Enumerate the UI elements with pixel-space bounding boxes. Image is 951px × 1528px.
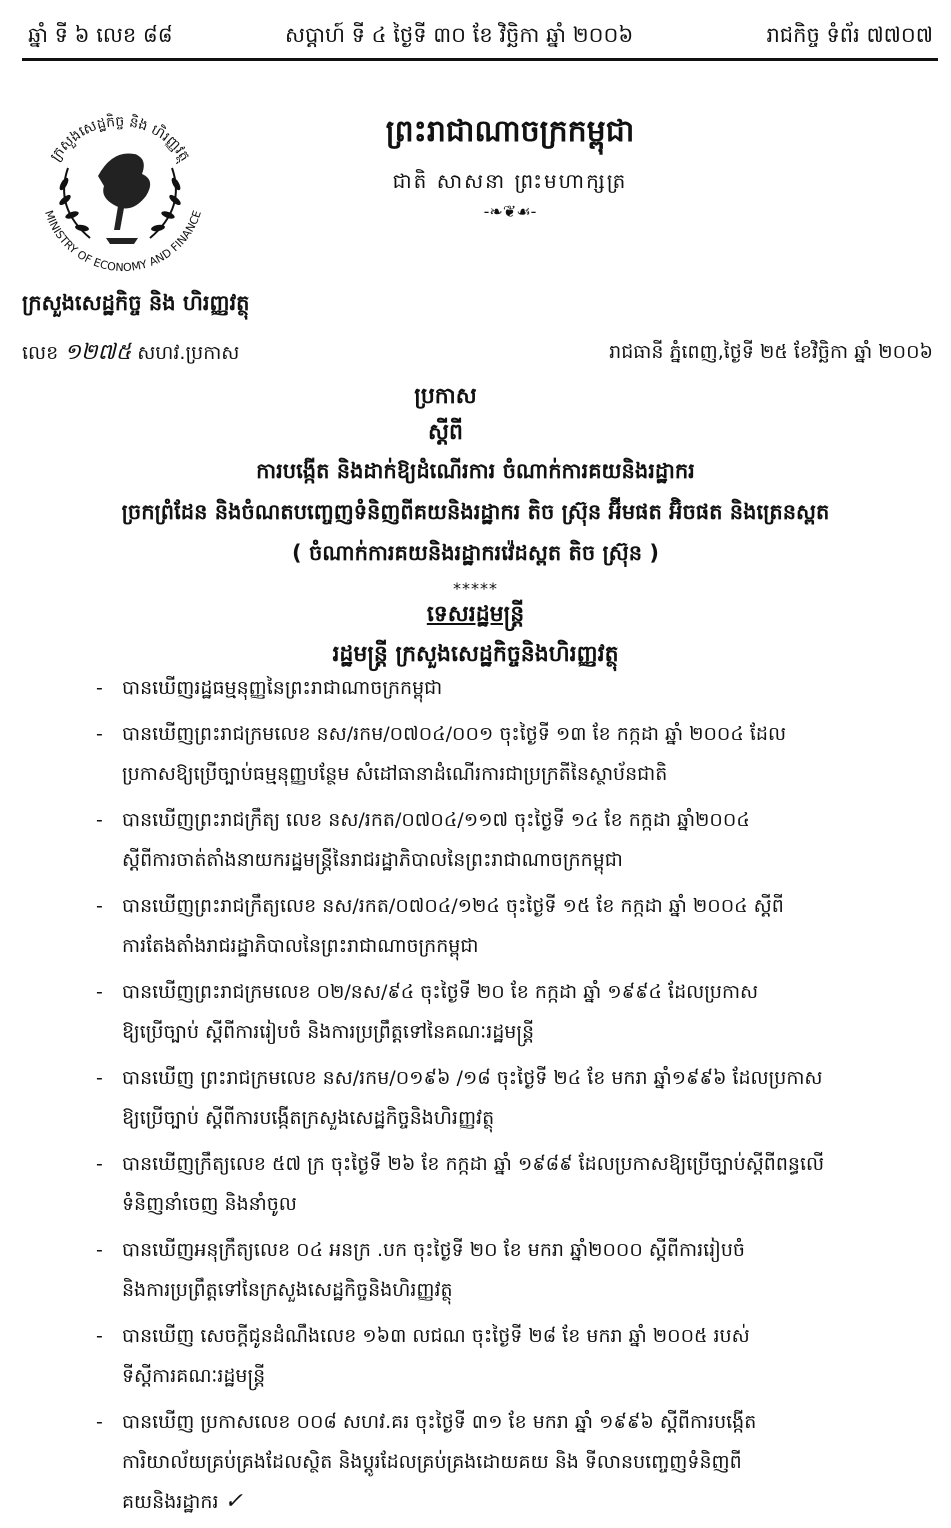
consideration-line: ទំនិញនាំចេញ និងនាំចូល [122,1193,297,1215]
svg-text:MINISTRY OF ECONOMY AND FINANC: MINISTRY OF ECONOMY AND FINANCE [42,208,204,275]
consideration-line [122,1482,911,1522]
consideration-line: ការតែងតាំងរាជរដ្ឋាភិបាលនៃព្រះរាជាណាចក្រកម្ពុជា [122,935,479,957]
reference-number [22,338,239,370]
gazette-week-date: សប្តាហ៍ ទី ៤ ថ្ងៃទី ៣០ ខែ វិច្ឆិកា ឆ្នាំ ២០០៦ [285,23,634,47]
consideration-line: ទីស្តីការគណៈរដ្ឋមន្ត្រី [122,1365,266,1387]
considerations-list [0,668,951,1528]
header-rule [22,58,938,61]
consideration-line: ឱ្យប្រើច្បាប់ ស្តីពីការរៀបចំ និងការប្រព្រឹត្តទៅនៃគណៈរដ្ឋមន្ត្រី [122,1021,535,1043]
reference-suffix: សហវ.ប្រកាស [137,342,240,364]
consideration-line: ការិយាល័យគ្រប់គ្រងដែលស្ថិត និងប្តូរដែលគ្រប់គ្រងដោយគយ និង ទីលានបញ្ចេញទំនិញពី [122,1451,742,1473]
issuer-title-2: រដ្ឋមន្ត្រី ក្រសួងសេដ្ឋកិច្ចនិងហិរញ្ញវត្ថុ [332,642,619,667]
consideration-line: ប្រកាសឱ្យប្រើច្បាប់ធម្មនុញ្ញបន្ថែម សំដៅធានាដំណើរការជាប្រក្រតីនៃស្ថាប័នជាតិ [122,763,668,785]
consideration-line: - បានឃើញរដ្ឋធម្មនុញ្ញនៃព្រះរាជាណាចក្រកម្ពុជា [122,677,443,699]
consideration-line: និងការប្រព្រឹត្តទៅនៃក្រសួងសេដ្ឋកិច្ចនិងហិរញ្ញវត្ថុ [122,1279,453,1301]
consideration-item [0,714,951,794]
document-about: ស្តីពី [428,420,463,445]
subject-line-3: ( ចំណាក់ការគយនិងរដ្ឋាករវ៉េដស្ពត តិច ស្រ៊ុន ) [292,541,659,565]
national-motto: ជាតិ សាសនា ព្រះមហាក្សត្រ [392,169,628,193]
consideration-line-text: គយនិងរដ្ឋាករ [122,1491,219,1513]
consideration-item [0,1230,951,1310]
consideration-line: - បានឃើញក្រឹត្យលេខ ៥៧ ក្រ ចុះថ្ងៃទី ២៦ ខែ កក្កដា ឆ្នាំ ១៩៨៩ ដែលប្រកាសឱ្យប្រើច្បាប់ស្តីពីពន្ធលើ [122,1153,825,1175]
consideration-item [0,1402,951,1522]
gazette-issue: ឆ្នាំ ទី ៦ លេខ ៨៨ [28,23,173,47]
consideration-line: - បានឃើញព្រះរាជក្រឹត្យ លេខ នស/រកត/០៧០៤/១១៧ ចុះថ្ងៃទី ១៤ ខែ កក្កដា ឆ្នាំ២០០៤ [122,809,750,831]
consideration-line: - បានឃើញ សេចក្តីជូនដំណឹងលេខ ១៦៣ លជណ ចុះថ្ងៃទី ២៨ ខែ មករា ឆ្នាំ ២០០៥ របស់ [122,1325,750,1347]
reference-handwritten-number: ១២៧៥ [64,340,132,365]
svg-text:ក្រសួងសេដ្ឋកិច្ច និង ហិរញ្ញវត្: ក្រសួងសេដ្ឋកិច្ច និង ហិរញ្ញវត្ថុ [47,113,193,165]
handwritten-check-mark: ✓ [224,1489,243,1514]
consideration-line: - បានឃើញព្រះរាជក្រមលេខ ០២/នស/៩៤ ចុះថ្ងៃទី ២០ ខែ កក្កដា ឆ្នាំ ១៩៩៤ ដែលប្រកាស [122,981,759,1003]
consideration-line: - បានឃើញព្រះរាជក្រឹត្យលេខ នស/រកត/០៧០៤/១២៤ ចុះថ្ងៃទី ១៥ ខែ កក្កដា ឆ្នាំ ២០០៤ ស្តីពី [122,895,784,917]
document-title-block [0,382,951,672]
subject-line-2: ច្រកព្រំដែន និងចំណតបញ្ចេញទំនិញពីគយនិងរដ្ឋាករ តិច ស្រ៊ុន អ៊ីមផត អ៊ិចផត និងត្រេនស្ពត [121,500,830,524]
ornament-divider: -❧❦☙- [483,202,537,221]
consideration-line: - បានឃើញ ព្រះរាជក្រមលេខ នស/រកម/០១៩៦ /១៨ ចុះថ្ងៃទី ២៤ ខែ មករា ឆ្នាំ១៩៩៦ ដែលប្រកាស [122,1067,823,1089]
consideration-item [0,800,951,880]
place-and-date: រាជធានី ភ្នំពេញ,ថ្ងៃទី ២៥ ខែវិច្ឆិកា ឆ្នាំ ២០០៦ [609,341,933,363]
reference-prefix: លេខ [22,342,59,364]
running-header [0,18,951,58]
consideration-item [0,1144,951,1224]
consideration-item [0,886,951,966]
consideration-line: ឱ្យប្រើច្បាប់ ស្តីពីការបង្កើតក្រសួងសេដ្ឋកិច្ចនិងហិរញ្ញវត្ថុ [122,1107,495,1129]
star-divider: ***** [453,579,498,598]
consideration-line: - បានឃើញព្រះរាជក្រមលេខ នស/រកម/០៧០៤/០០១ ចុះថ្ងៃទី ១៣ ខែ កក្កដា ឆ្នាំ ២០០៤ ដែល [122,723,787,745]
kingdom-heading [330,112,690,221]
consideration-item [0,668,951,708]
document-type: ប្រកាស [414,384,477,409]
consideration-item [0,1316,951,1396]
issuer-title-1: ទេសរដ្ឋមន្ត្រី [426,602,525,627]
ministry-seal-logo [20,98,220,276]
consideration-item [0,972,951,1052]
consideration-line: - បានឃើញ ប្រកាសលេខ ០០៨ សហវ.គរ ចុះថ្ងៃទី ៣១ ខែ មករា ឆ្នាំ ១៩៩៦ ស្តីពីការបង្កើត [122,1411,757,1433]
kingdom-title: ព្រះរាជាណាចក្រកម្ពុជា [385,114,635,149]
gazette-page-number: រាជកិច្ច ទំព័រ ៧៧០៧ [766,23,933,47]
subject-line-1: ការបង្កើត និងដាក់ឱ្យដំណើរការ ចំណាក់ការគយនិងរដ្ឋាករ [256,459,695,483]
ministry-name: ក្រសួងសេដ្ឋកិច្ច និង ហិរញ្ញវត្ថុ [22,291,250,315]
consideration-line: - បានឃើញអនុក្រឹត្យលេខ ០៤ អនក្រ .បក ចុះថ្ងៃទី ២០ ខែ មករា ឆ្នាំ២០០០ ស្តីពីការរៀបចំ [122,1239,745,1261]
consideration-line: ស្តីពីការចាត់តាំងនាយករដ្ឋមន្ត្រីនៃរាជរដ្ឋាភិបាលនៃព្រះរាជាណាចក្រកម្ពុជា [122,849,623,871]
consideration-item [0,1058,951,1138]
